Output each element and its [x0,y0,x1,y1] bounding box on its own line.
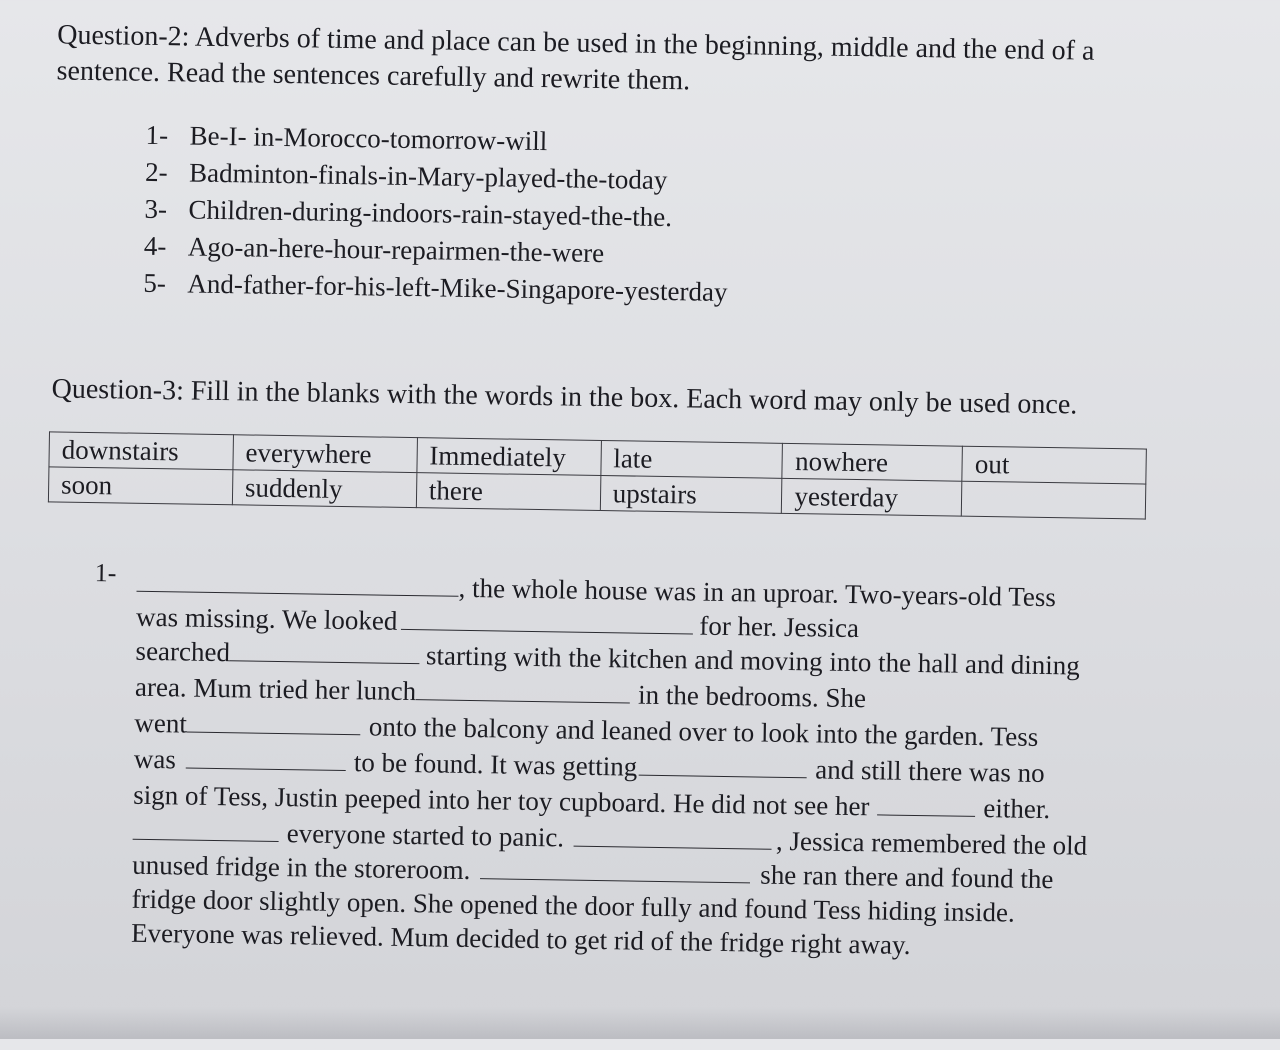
exercise-number: 1- [94,558,117,588]
passage-text: was missing. We looked [135,601,398,636]
scrambled-sentence: Ago-an-here-hour-repairmen-the-were [187,231,605,269]
list-item [143,265,728,311]
fill-blank-1[interactable] [137,565,459,597]
item-number: 2- [144,156,168,188]
word-box-cell: out [962,446,1146,484]
passage-text: , the whole house was in an uproar. Two-years-old Tess [458,572,1057,613]
passage-text: unused fridge in the storeroom. [131,849,471,886]
question-2-heading-line-1: Question-2: Adverbs of time and place can be used in the beginning, middle and the end of a [56,19,1095,67]
item-number: 5- [143,267,167,299]
passage-text: area. Mum tried her lunch [134,671,417,707]
scrambled-sentence: Children-during-indoors-rain-stayed-the-the. [188,194,673,233]
passage-text: and still there was no [815,754,1045,789]
fill-blank-5[interactable] [187,706,361,736]
word-box-cell: soon [48,467,232,505]
screen-bottom-edge [0,1007,1280,1039]
item-number: 4- [143,230,167,262]
passage-text: in the bedrooms. She [637,679,867,714]
question-2-heading [56,17,1177,107]
item-number: 3- [144,193,168,225]
passage-text: for her. Jessica [699,610,860,644]
fill-blank-9[interactable] [133,813,279,842]
passage-text: fridge door slightly open. She opened the door fully and found Tess hiding inside. [131,883,1016,928]
passage-text: was [133,743,177,775]
passage-text: Everyone was relieved. Mum decided to get rid of the fridge right away. [130,917,911,960]
word-box-cell: downstairs [49,432,233,470]
fill-blank-11[interactable] [480,852,750,883]
scrambled-sentence: Be-I- in-Morocco-tomorrow-will [189,120,548,157]
fill-blank-6[interactable] [186,742,346,772]
word-box-cell: everywhere [233,435,417,473]
scrambled-sentence: Badminton-finals-in-Mary-played-the-today [188,157,668,196]
passage-text: to be found. It was getting [353,747,638,782]
fill-blank-2[interactable] [401,603,693,635]
passage-text: went [134,707,188,739]
word-box-cell: nowhere [782,443,962,481]
word-box-cell: there [416,473,600,511]
passage-text: either. [983,793,1051,825]
question-2-heading-line-2: sentence. Read the sentences carefully and rewrite them. [56,55,691,97]
word-box-cell [962,481,1146,519]
word-box-table [48,431,1147,519]
word-box-cell: Immediately [417,438,601,476]
fill-blank-10[interactable] [574,820,772,850]
fill-blank-8[interactable] [877,788,975,817]
passage-text: starting with the kitchen and moving into the hall and dining [425,640,1081,681]
fill-blank-7[interactable] [639,749,807,779]
fill-blank-4[interactable] [416,673,630,703]
passage-text: , Jessica remembered the old [775,825,1088,861]
passage-text: searched [135,635,231,668]
passage-text: onto the balcony and leaned over to look into the garden. Tess [368,711,1039,752]
fill-blank-3[interactable] [230,634,420,664]
item-number: 1- [145,119,169,151]
question-3-heading: Question-3: Fill in the blanks with the words in the box. Each word may only be used once. [51,373,1078,421]
word-box-cell: yesterday [782,478,962,516]
passage-text: sign of Tess, Justin peeped into her toy cupboard. He did not see her [133,779,870,822]
passage-text: she ran there and found the [760,859,1054,895]
question-2-sentence-list [143,117,730,311]
word-box-cell: suddenly [232,470,416,508]
word-box-cell: upstairs [600,476,782,514]
word-box-cell: late [601,441,783,479]
scrambled-sentence: And-father-for-his-left-Mike-Singapore-yesterday [187,268,728,307]
passage-text: everyone started to panic. [286,818,565,853]
